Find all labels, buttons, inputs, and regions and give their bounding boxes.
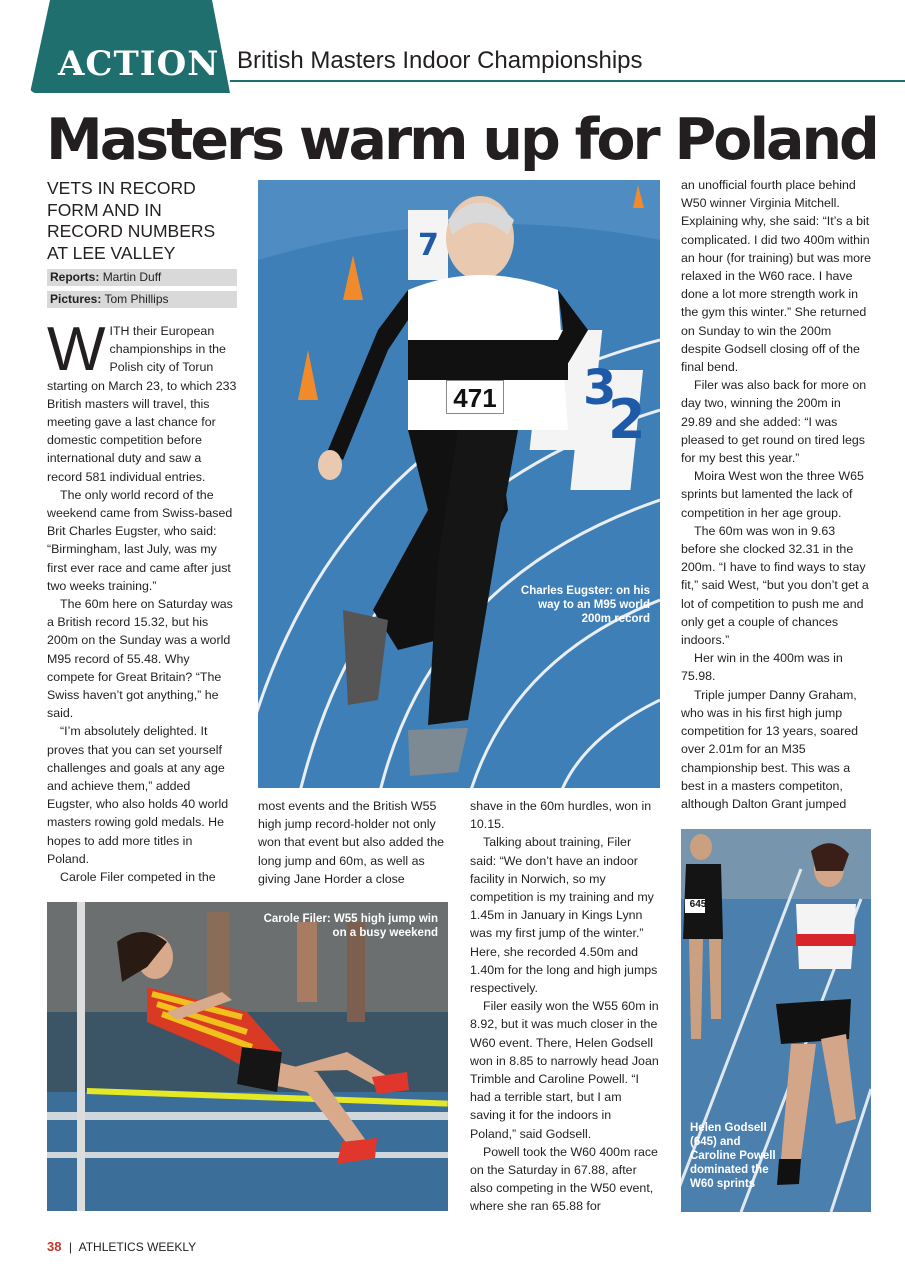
paragraph: Her win in the 400m was in 75.98. xyxy=(681,651,843,684)
footer-separator: | xyxy=(68,1240,72,1254)
paragraph: The 60m here on Saturday was a British record 15.32, but his 200m on the Sunday was a world M95 record of 55.48. Why compete for Great Britain? “The Swiss haven’t got anything,” he said. xyxy=(47,597,233,721)
lane-number-2: 2 xyxy=(608,388,646,451)
lane-number-3: 3 xyxy=(583,360,617,416)
photo-caption-filer: Carole Filer: W55 high jump win on a busy weekend xyxy=(263,913,438,939)
photo-eugster xyxy=(258,180,660,788)
standfirst: VETS IN RECORD FORM AND IN RECORD NUMBERS AT LEE VALLEY xyxy=(47,178,216,263)
pictures-label: Pictures: xyxy=(50,292,102,306)
paragraph: “I’m absolutely delighted. It proves that you can set yourself challenges and goals at any age and achieve them,” added Eugster, who also holds 40 world masters rowing gold medals. He hopes to add more titles in Poland. xyxy=(47,724,229,866)
eugster-image xyxy=(258,180,660,788)
sprint-bib: 645 xyxy=(689,899,707,910)
reports-label: Reports: xyxy=(50,270,100,284)
paragraph: The only world record of the weekend came from Swiss-based Brit Charles Eugster, who said: “Birmingham, last July, was my first ever race and came after just two weeks training.” xyxy=(47,487,233,593)
paragraph: Carole Filer competed in the xyxy=(60,870,216,885)
body-column-2 xyxy=(258,797,452,888)
paragraph: Triple jumper Danny Graham, who was in his first high jump competition for 13 years, soared over 2.01m for an M35 championship best. This was a best in a masters competiton, although Dalton Grant jumped xyxy=(681,687,859,811)
pictures-credit xyxy=(47,291,237,308)
reports-credit xyxy=(47,269,237,286)
paragraph: The 60m was won in 9.63 before she clocked 32.31 in the 200m. “I have to find ways to stay fit,” said West, “but you don’t get a lot of competition to push me and only get a couple of chances indoors.” xyxy=(681,523,869,648)
reports-name: Martin Duff xyxy=(102,270,162,284)
drop-cap: W xyxy=(47,315,106,384)
section-title: British Masters Indoor Championships xyxy=(237,47,643,74)
lane-number-7: 7 xyxy=(418,228,439,263)
paragraph: most events and the British W55 high jump record-holder not only won that event but also added the long jump and 60m, as well as giving Jane Horder a close xyxy=(258,799,444,886)
paragraph: WITH their European championships in the Polish city of Torun starting on March 23, to which 233 British masters will travel, this meeting gave a last chance for domestic competition before international duty and saw a record 581 individual entries. xyxy=(47,315,237,484)
paragraph: Moira West won the three W65 sprints but lamented the lack of competition in her age group. xyxy=(681,469,864,520)
header-rule xyxy=(230,80,905,82)
section-tab-label: ACTION xyxy=(58,44,220,84)
paragraph: Powell took the W60 400m race on the Saturday in 67.88, after also competing in the W50 event, where she ran 65.88 for xyxy=(470,1144,658,1214)
high-jump-image xyxy=(47,902,448,1211)
paragraph: Filer was also back for more on day two, winning the 200m in 29.89 and she added: “I was pleased to get round on tired legs for my best this year.” xyxy=(681,378,867,466)
photo-filer-high-jump xyxy=(47,902,448,1211)
photo-caption-eugster: Charles Eugster: on his way to an M95 world 200m record xyxy=(520,585,650,625)
body-column-1 xyxy=(47,315,237,886)
paragraph: Filer easily won the W55 60m in 8.92, but it was much closer in the W60 event. There, Helen Godsell won in 8.85 to narrowly head Joan Trimble and Caroline Powell. “I had a terrible start, but I am saving it for the indoors in Poland,” said Godsell. xyxy=(470,999,659,1141)
race-bib: 471 xyxy=(446,380,504,414)
page-footer xyxy=(47,1239,196,1254)
page-number: 38 xyxy=(47,1239,62,1254)
headline: Masters warm up for Poland xyxy=(46,107,877,173)
photo-caption-godsell: Helen Godsell (645) and Caroline Powell dominated the W60 sprints xyxy=(690,1122,776,1190)
paragraph: shave in the 60m hurdles, won in 10.15. xyxy=(470,799,652,832)
paragraph: Talking about training, Filer said: “We don’t have an indoor facility in Norwich, so my competition is my training and my 1.45m in January in Kings Lynn was my first jump of the winter.” Here, she recorded 4.50m and 1.40m for the long and high jumps respectively. xyxy=(470,835,658,996)
photo-godsell-powell xyxy=(681,829,871,1212)
body-column-4 xyxy=(681,176,873,813)
paragraph: an unofficial fourth place behind W50 winner Virginia Mitchell. Explaining why, she said: “It’s a bit complicated. I did two 400m within an hour (for training) but was more relaxed in the W60 race. I have done a lot more strength work in the gym this winter.” She returned on Sunday to win the 200m despite Godsell closing off of the final bend. xyxy=(681,178,872,375)
pictures-name: Tom Phillips xyxy=(104,292,169,306)
vest-club: VAC xyxy=(458,348,489,365)
body-column-3 xyxy=(470,797,660,1216)
magazine-name: ATHLETICS WEEKLY xyxy=(78,1240,197,1254)
